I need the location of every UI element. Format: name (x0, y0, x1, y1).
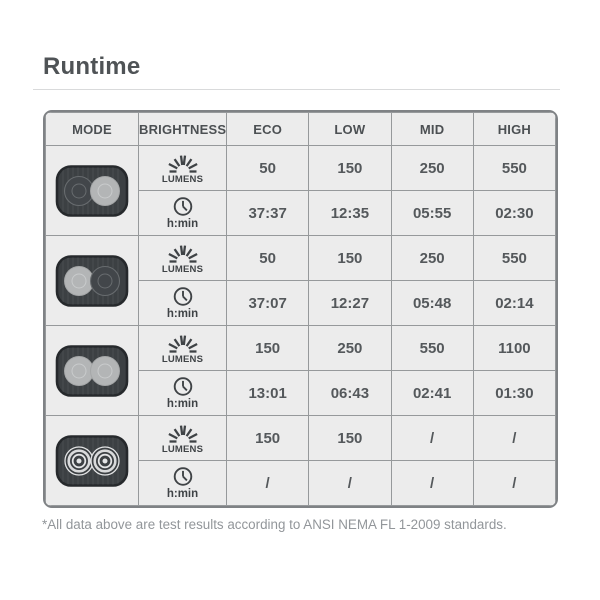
value-cell: 12:27 (309, 281, 391, 326)
value-cell: / (391, 461, 473, 506)
hmin-label: h:min (166, 487, 199, 500)
table-header-row (46, 113, 556, 146)
title-divider (33, 89, 560, 90)
value-cell: / (473, 416, 555, 461)
value-cell: 50 (227, 236, 309, 281)
table-row (46, 146, 556, 191)
hmin-label: h:min (166, 307, 199, 320)
mode-cell-2 (46, 236, 139, 326)
mode-cell-4 (46, 416, 139, 506)
hmin-label: h:min (166, 397, 199, 410)
header-low: LOW (309, 113, 391, 146)
runtime-table (43, 110, 558, 508)
brightness-lumens-cell (139, 326, 227, 371)
footnote: *All data above are test results according to ANSI NEMA FL 1-2009 standards. (42, 517, 507, 532)
value-cell: 150 (227, 326, 309, 371)
value-cell: / (309, 461, 391, 506)
brightness-time-cell (139, 281, 227, 326)
lumens-label: LUMENS (161, 173, 204, 185)
header-high: HIGH (473, 113, 555, 146)
value-cell: / (227, 461, 309, 506)
header-mode: MODE (46, 113, 139, 146)
value-cell: 05:55 (391, 191, 473, 236)
value-cell: 1100 (473, 326, 555, 371)
lumens-label: LUMENS (161, 443, 204, 455)
value-cell: / (473, 461, 555, 506)
hmin-label: h:min (166, 217, 199, 230)
value-cell: 150 (309, 416, 391, 461)
value-cell: 50 (227, 146, 309, 191)
page-title: Runtime (43, 53, 141, 80)
value-cell: 250 (391, 236, 473, 281)
table-row (46, 326, 556, 371)
lumens-rays-icon (164, 152, 202, 174)
brightness-lumens-cell (139, 146, 227, 191)
value-cell: 150 (309, 236, 391, 281)
value-cell: 05:48 (391, 281, 473, 326)
value-cell: 550 (473, 146, 555, 191)
brightness-lumens-cell (139, 236, 227, 281)
value-cell: 02:30 (473, 191, 555, 236)
mode-cell-3 (46, 326, 139, 416)
value-cell: 06:43 (309, 371, 391, 416)
clock-icon (172, 196, 194, 218)
value-cell: 13:01 (227, 371, 309, 416)
clock-icon (172, 376, 194, 398)
lumens-rays-icon (164, 332, 202, 354)
value-cell: 01:30 (473, 371, 555, 416)
lumens-label: LUMENS (161, 353, 204, 365)
value-cell: 150 (227, 416, 309, 461)
clock-icon (172, 466, 194, 488)
value-cell: 550 (391, 326, 473, 371)
brightness-lumens-cell (139, 416, 227, 461)
value-cell: 02:41 (391, 371, 473, 416)
header-mid: MID (391, 113, 473, 146)
value-cell: 12:35 (309, 191, 391, 236)
clock-icon (172, 286, 194, 308)
value-cell: 250 (309, 326, 391, 371)
lumens-rays-icon (164, 242, 202, 264)
header-brightness: BRIGHTNESS (139, 113, 227, 146)
light-mode-icon-dual-on (54, 343, 130, 399)
header-eco: ECO (227, 113, 309, 146)
mode-cell-1 (46, 146, 139, 236)
light-mode-icon-single-right-on (54, 163, 130, 219)
table-row (46, 236, 556, 281)
value-cell: 250 (391, 146, 473, 191)
lumens-label: LUMENS (161, 263, 204, 275)
value-cell: 37:37 (227, 191, 309, 236)
value-cell: 550 (473, 236, 555, 281)
light-mode-icon-single-left-on (54, 253, 130, 309)
brightness-time-cell (139, 191, 227, 236)
value-cell: 37:07 (227, 281, 309, 326)
light-mode-icon-dual-flash (54, 433, 130, 489)
brightness-time-cell (139, 371, 227, 416)
brightness-time-cell (139, 461, 227, 506)
table-row (46, 416, 556, 461)
lumens-rays-icon (164, 422, 202, 444)
value-cell: / (391, 416, 473, 461)
value-cell: 150 (309, 146, 391, 191)
value-cell: 02:14 (473, 281, 555, 326)
